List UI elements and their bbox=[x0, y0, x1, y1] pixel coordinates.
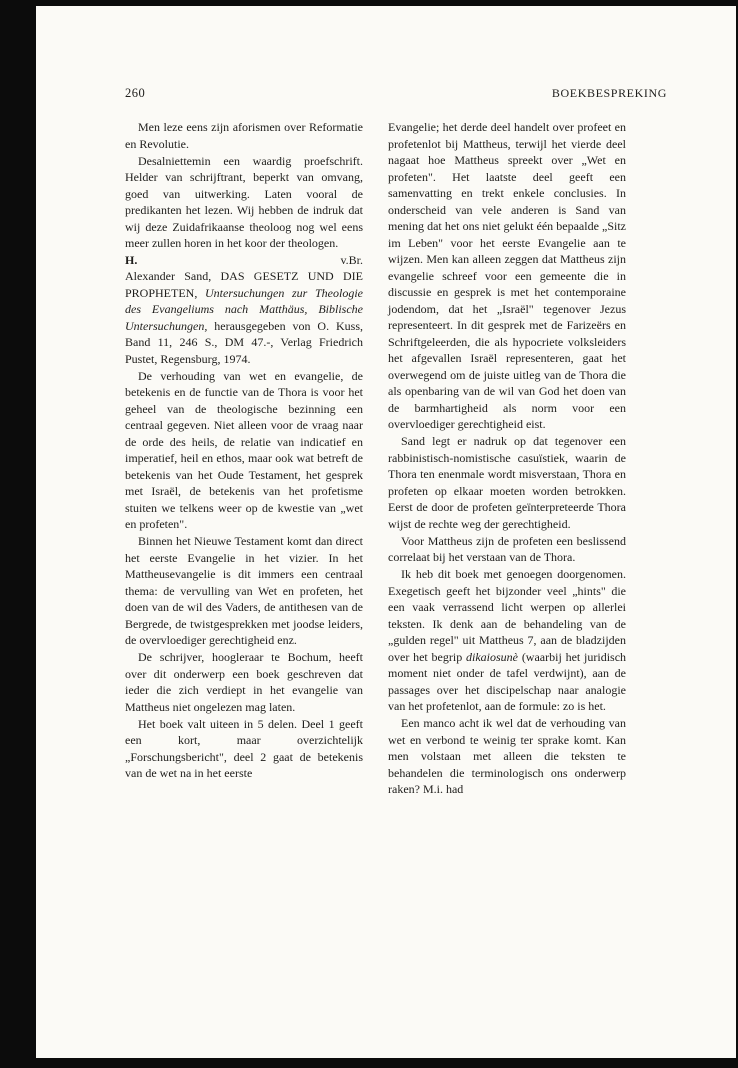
paragraph: Binnen het Nieuwe Testament komt dan direct het eerste Evangelie in het vizier. In het Mattheusevangelie is dit immers een centraal thema: de vervulling van Wet en profeten, het doen van de wil des Vaders, de antithesen van de Bergrede, de twistgesprekken met joodse leiders, de overvloediger gerechtigheid enz. bbox=[125, 534, 363, 648]
paragraph: Evangelie; het derde deel handelt over profeet en profetenlot bij Mattheus, terwijl het vierde deel nagaat hoe Mattheus spreekt over „Wet en profeten". Het laatste deel geeft een samenvatting en trekt enkele conclusies. In onderscheid van vele anderen is Sand van mening dat het ons niet gelukt één bepaalde „Sitz im Leben" voor het eerste Evangelie aan te wijzen. Men kan alleen zeggen dat Mattheus zijn evangelie schreef voor een gemeente die in discussie en gesprek is met het contemporaine jodendom, dat het „Israël" tegenover Jezus representeert. In dit gesprek met de Farizeërs en Schriftgeleerden, die als hypocriete volksleiders het afgevallen Israël representeren, gaat het overwegend om de juiste uitleg van de Thora die als openbaring van de wil van God het doen van de barmhartigheid als norm voor een overvloediger gerechtigheid eist. bbox=[388, 120, 626, 431]
page-number: 260 bbox=[125, 86, 146, 100]
paragraph: Sand legt er nadruk op dat tegenover een rabbinistisch-nomistische casuïstiek, waarin de Thora ten enenmale wordt misverstaan, Thora en profeten op elkaar moeten worden betrokken. Eerst de door de profeten geïnterpreteerde Thora wijst de rechte weg der gerechtigheid. bbox=[388, 434, 626, 531]
book-citation bbox=[125, 268, 363, 368]
paragraph: Desalniettemin een waardig proefschrift. Helder van schrijftrant, beperkt van omvang, goed van uitwerking. Laten vooral de predikanten het lezen. Wij hebben de indruk dat wij deze Zuidafrikaanse theoloog nog wel eens meer zullen horen in het koor der theologen. bbox=[125, 153, 363, 250]
paragraph: Het boek valt uiteen in 5 delen. Deel 1 geeft een kort, maar overzichtelijk „Forschungsbericht", deel 2 gaat de betekenis van de wet na in het eerste bbox=[125, 716, 363, 781]
reviewer-initials: v.Br. bbox=[340, 252, 363, 267]
paragraph: Men leze eens zijn aforismen over Reformatie en Revolutie. bbox=[125, 120, 363, 151]
paragraph: Voor Mattheus zijn de profeten een beslissend correlaat bij het verstaan van de Thora. bbox=[388, 533, 626, 564]
right-column bbox=[388, 119, 626, 798]
paragraph-text: Ik heb dit boek met genoegen doorgenomen. Exegetisch geeft het bijzonder veel „hints" die een vaak verrassend licht werpen op allerlei teksten. Ik denk aan de behandeling van de „gulden regel" uit Mattheus 7, aan de bladzijden over het begrip bbox=[388, 567, 626, 664]
left-column bbox=[125, 119, 363, 782]
greek-term: dikaiosunè bbox=[466, 649, 519, 664]
paragraph-text: (waarbij het juridisch moment niet onder de tafel verdwijnt), aan de passages over het discipelschap naar analogie van het profetenlot, aan de formule: zo is het. bbox=[388, 649, 627, 713]
paragraph bbox=[388, 566, 626, 715]
page-header bbox=[125, 86, 667, 104]
review-signature bbox=[125, 252, 363, 269]
citation-publication: herausgegeben von O. Kuss, Band 11, 246 S., DM 47.-, Verlag Friedrich Pustet, Regensburg, 1974. bbox=[125, 318, 364, 366]
paragraph: Een manco acht ik wel dat de verhouding van wet en verbond te weinig ter sprake komt. Kan men volstaan met alleen die teksten te behandelen die terminologisch ons onderwerp raken? M.i. had bbox=[388, 716, 626, 796]
running-head: BOEKBESPREKING bbox=[551, 86, 667, 100]
paragraph: De schrijver, hoogleraar te Bochum, heeft over dit onderwerp een boek geschreven dat ieder die zich verdiept in het evangelie van Mattheus niet ongelezen mag laten. bbox=[125, 650, 363, 714]
paragraph: De verhouding van wet en evangelie, de betekenis en de functie van de Thora is voor het geheel van de theologische bezinning een centraal gegeven. Niet alleen voor de vraag naar de orde des heils, de relatie van indicatief en imperatief, heil en ethos, maar ook wat betreft de betekenis van het Oude Testament, het gesprek met Israël, de betekenis van het profetisme stuiten we telkens weer op de kwestie van „wet en profeten". bbox=[125, 368, 363, 532]
citation-subtitle: Untersuchungen zur Theologie des Evangeliums nach Matthäus, Biblische Untersuchungen, bbox=[125, 285, 364, 333]
signature-initial: H. bbox=[125, 252, 138, 267]
citation-author-title: Alexander Sand, DAS GESETZ UND DIE PROPHETEN, bbox=[125, 269, 363, 300]
